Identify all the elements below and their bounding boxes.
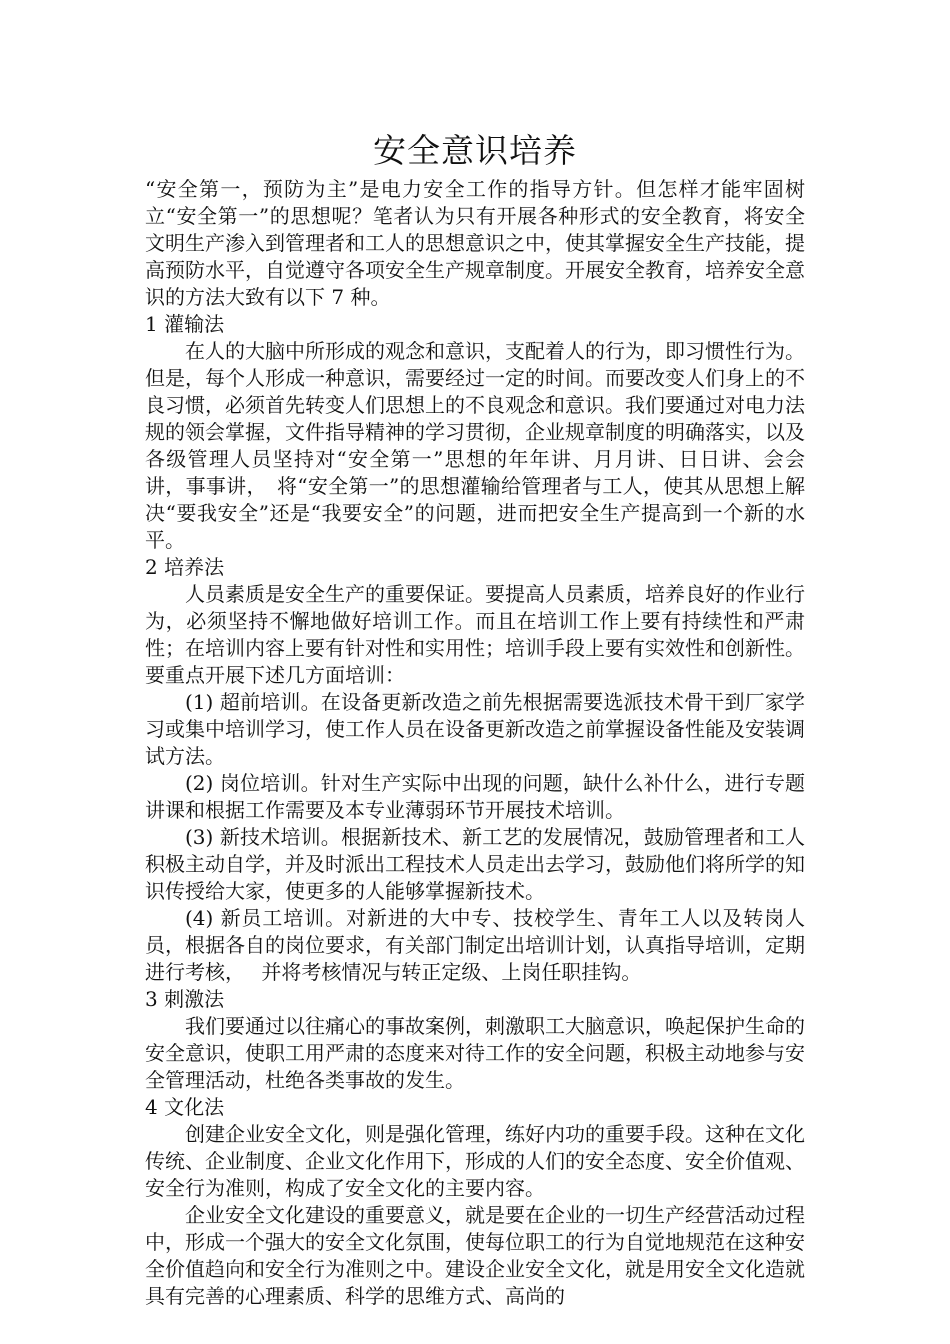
list-paragraph: (4) 新员工培训。对新进的大中专、技校学生、青年工人以及转岗人员，根据各自的岗位要求，有关部门制定出培训计划，认真指导培训，定期进行考核， 并将考核情况与转正定级、上岗任职挂钩。: [145, 906, 805, 984]
section-heading: 2 培养法: [145, 555, 225, 579]
document-page: [145, 128, 805, 1310]
section-heading: 4 文化法: [145, 1095, 225, 1119]
body-paragraph: 创建企业安全文化，则是强化管理，练好内功的重要手段。这种在文化传统、企业制度、企业文化作用下，形成的人们的安全态度、安全价值观、安全行为准则，构成了安全文化的主要内容。: [145, 1122, 805, 1200]
body-paragraph: 我们要通过以往痛心的事故案例，刺激职工大脑意识，唤起保护生命的安全意识，使职工用严肃的态度来对待工作的安全问题，积极主动地参与安全管理活动，杜绝各类事故的发生。: [145, 1014, 805, 1092]
document-title: 安全意识培养: [373, 131, 577, 170]
section-heading: 1 灌输法: [145, 312, 225, 336]
list-paragraph: (3) 新技术培训。根据新技术、新工艺的发展情况，鼓励管理者和工人积极主动自学，并及时派出工程技术人员走出去学习，鼓励他们将所学的知识传授给大家，使更多的人能够掌握新技术。: [145, 825, 805, 903]
section-heading: 3 刺激法: [145, 987, 225, 1011]
body-paragraph: 人员素质是安全生产的重要保证。要提高人员素质，培养良好的作业行为，必须坚持不懈地做好培训工作。而且在培训工作上要有持续性和严肃性；在培训内容上要有针对性和实用性；培训手段上要有实效性和创新性。要重点开展下述几方面培训：: [145, 582, 805, 687]
list-paragraph: (1) 超前培训。在设备更新改造之前先根据需要选派技术骨干到厂家学习或集中培训学习，使工作人员在设备更新改造之前掌握设备性能及安装调试方法。: [145, 690, 805, 768]
body-paragraph: 在人的大脑中所形成的观念和意识，支配着人的行为，即习惯性行为。但是，每个人形成一种意识，需要经过一定的时间。而要改变人们身上的不良习惯，必须首先转变人们思想上的不良观念和意识。我们要通过对电力法规的领会掌握，文件指导精神的学习贯彻，企业规章制度的明确落实，以及各级管理人员坚持对“安全第一”思想的年年讲、月月讲、日日讲、会会讲，事事讲， 将“安全第一”的思想灌输给管理者与工人，使其从思想上解决“要我安全”还是“我要安全”的问题，进而把安全生产提高到一个新的水平。: [145, 339, 805, 552]
list-paragraph: (2) 岗位培训。针对生产实际中出现的问题，缺什么补什么，进行专题讲课和根据工作需要及本专业薄弱环节开展技术培训。: [145, 771, 805, 822]
intro-paragraph: “安全第一，预防为主”是电力安全工作的指导方针。但怎样才能牢固树立“安全第一”的思想呢？笔者认为只有开展各种形式的安全教育，将安全文明生产渗入到管理者和工人的思想意识之中，使其掌握安全生产技能，提高预防水平，自觉遵守各项安全生产规章制度。开展安全教育，培养安全意识的方法大致有以下 7 种。: [145, 177, 805, 309]
body-paragraph: 企业安全文化建设的重要意义，就是要在企业的一切生产经营活动过程中，形成一个强大的安全文化氛围，使每位职工的行为自觉地规范在这种安全价值趋向和安全行为准则之中。建设企业安全文化，就是用安全文化造就具有完善的心理素质、科学的思维方式、高尚的: [145, 1203, 805, 1308]
